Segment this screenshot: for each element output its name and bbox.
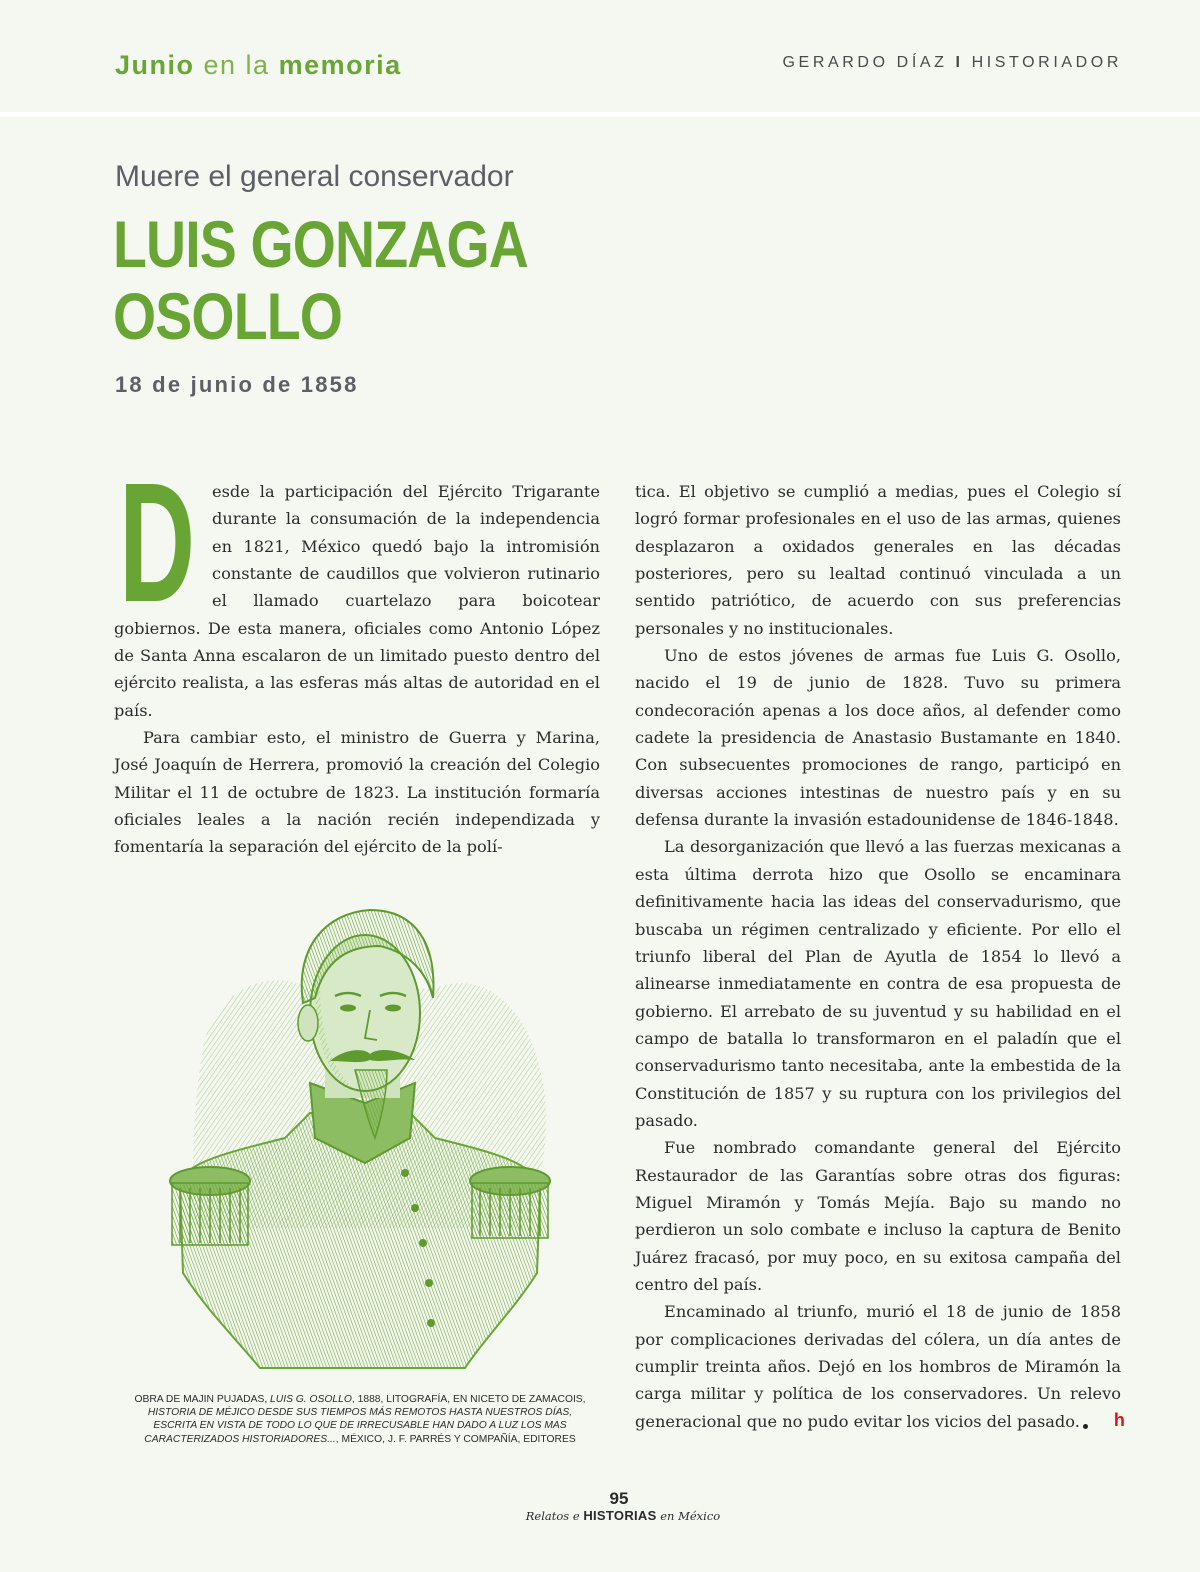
paragraph: tica. El objetivo se cumplió a medias, pues el Colegio sí logró formar profesionales en el uso de las armas, quienes desplazaron a oxidados generales en las décadas posteriores, pero su lealtad continuó vinculada a un sentido patriótico, de acuerdo con sus preferencias personales y no institucionales. xyxy=(635,482,1121,638)
portrait-epaulette-right xyxy=(470,1167,550,1238)
paragraph-last xyxy=(635,1298,1125,1435)
byline xyxy=(783,54,1122,72)
caption-text: OBRA DE MAJIN PUJADAS, xyxy=(134,1394,271,1405)
end-mark-letter: h xyxy=(1113,1409,1125,1430)
drop-cap-letter: D xyxy=(119,448,196,638)
section-title-word-junio: Junio xyxy=(115,50,195,80)
page-number: 95 xyxy=(609,1489,629,1508)
header-divider xyxy=(0,112,1200,117)
magazine-name-part-1: Relatos e xyxy=(525,1509,580,1523)
paragraph: Fue nombrado comandante general del Ejército Restaurador de las Garantías sobre otras dos figuras: Miguel Miramón y Tomás Mejía. Bajo su mando no perdieron un solo combate e incluso la captura de Benito Juárez fracasó, por muy poco, en su exitosa campaña del centro del país. xyxy=(635,1138,1121,1294)
paragraph: La desorganización que llevó a las fuerzas mexicanas a esta última derrota hizo que Osollo se encaminara definitivamente hacia las ideas del conservadurismo, que buscaba un régimen centralizado y eficiente. Por ello el triunfo liberal del Plan de Ayutla de 1854 lo llevó a alinearse inmediatamente en contra de esa propuesta de gobierno. El arrebato de su juventud y su habilidad en el campo de batalla lo transformaron en el paladín que el conservadurismo tanto necesitaba, ante la embestida de la Constitución de 1857 y su ruptura con los privilegios del pasado. xyxy=(635,837,1121,1130)
paragraph: Para cambiar esto, el ministro de Guerra y Marina, José Joaquín de Herrera, promovió la creación del Colegio Militar el 11 de octubre de 1823. La institución formaría oficiales leales a la nación recién independizada y fomentaría la separación del ejército de la polí- xyxy=(114,728,600,857)
author-role: HISTORIADOR xyxy=(971,54,1122,71)
caption-book-title: HISTORIA DE MÉJICO DESDE SUS TIEMPOS MÁS REMOTOS HASTA NUESTROS DÍAS, ESCRITA EN VISTA DE TODO LO QUE DE IRRECUSABLE HAN DADO A LUZ LOS MAS CARACTERIZADOS HISTORIADORES... xyxy=(144,1407,573,1445)
byline-separator: I xyxy=(955,54,964,71)
paragraph: Uno de estos jóvenes de armas fue Luis G. Osollo, nacido el 19 de junio de 1828. Tuvo su primera condecoración apenas a los doce años, al defender como cadete la presidencia de Anastasio Bustamante en 1840. Con subsecuentes promociones de rango, participó en diversas acciones intestinas de nuestro país y en su defensa durante la invasión estadounidense de 1846-1848. xyxy=(635,646,1121,830)
headline-line-2: OSOLLO xyxy=(113,279,343,353)
end-mark-icon xyxy=(1083,1409,1125,1430)
caption-artwork-title: LUIS G. OSOLLO xyxy=(270,1394,352,1405)
paragraph: esde la participación del Ejército Trigarante durante la consumación de la independencia en 1821, México quedó bajo la intromisión constante de caudillos que volvieron rutinario el llamado cuartelazo para boicotear gobiernos. De esta manera, oficiales como Antonio López de Santa Anna escalaron de un limitado puesto dentro del ejército realista, a las esferas más altas de autoridad en el país. xyxy=(114,482,600,720)
article-column-right xyxy=(635,478,1125,1435)
caption-text: , 1888, LITOGRAFÍA, EN NICETO DE ZAMACOIS, xyxy=(351,1394,586,1405)
author-name: GERARDO DÍAZ xyxy=(782,54,948,71)
magazine-name xyxy=(0,1509,1200,1523)
caption-text: , MÉXICO, J. F. PARRÉS Y COMPAÑÍA, EDITORES xyxy=(335,1433,576,1445)
drop-cap xyxy=(119,448,196,638)
section-title xyxy=(115,50,402,81)
article-kicker: Muere el general conservador xyxy=(115,160,514,193)
magazine-name-part-2: HISTORIAS xyxy=(583,1508,657,1523)
section-title-word-memoria: memoria xyxy=(278,50,402,80)
article-date: 18 de junio de 1858 xyxy=(115,372,359,397)
article-headline xyxy=(113,208,528,352)
portrait-engraving xyxy=(165,898,555,1373)
magazine-name-part-3: en México xyxy=(660,1509,721,1523)
section-title-word-en-la: en la xyxy=(203,50,270,80)
paragraph-text: Encaminado al triunfo, murió el 18 de junio de 1858 por complicaciones derivadas del cólera, un día antes de cumplir treinta años. Dejó en los hombros de Miramón la carga militar y política de los conservadores. Un relevo generacional que no pudo evitar los vicios del pasado. xyxy=(635,1302,1121,1431)
article-column-left xyxy=(114,448,600,861)
headline-line-1: LUIS GONZAGA xyxy=(113,207,528,281)
image-caption xyxy=(125,1393,595,1446)
portrait-epaulette-left xyxy=(170,1167,250,1245)
